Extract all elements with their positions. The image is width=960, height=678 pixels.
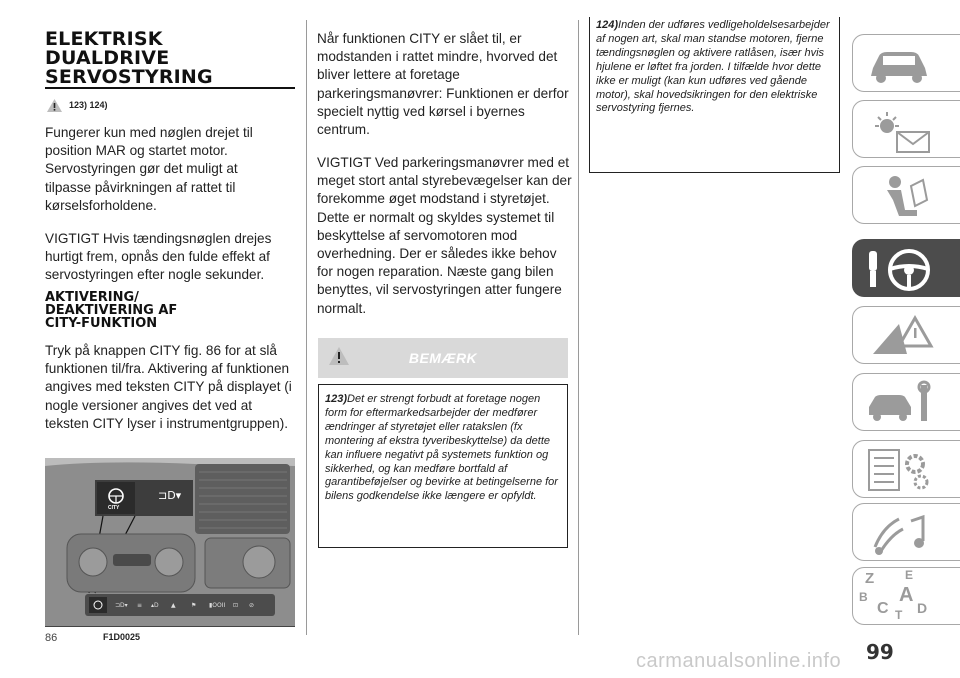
paragraph: Tryk på knappen CITY fig. 86 for at slå funktionen til/fra. Aktivering af funktionen angives med teksten CITY på displayet (i nogle versioner angives det ved at teksten CITY lyser i instrumentgruppen). xyxy=(45,343,292,431)
figure-code: F1D0025 xyxy=(103,632,141,642)
paragraph: Når funktionen CITY er slået til, er modstanden i rattet mindre, hvorved det bliver lettere at foretage parkeringsmanøvrer: Funktionen er derfor specielt nyttig ved kørsel i byernes centrum. xyxy=(317,31,569,138)
svg-text:≡: ≡ xyxy=(137,602,143,609)
warning-lights-icon xyxy=(859,104,949,156)
sidebar-tab-starting-driving[interactable] xyxy=(852,239,960,297)
svg-text:⊐D▾: ⊐D▾ xyxy=(115,602,128,609)
svg-text:▴D: ▴D xyxy=(151,602,159,609)
sidebar-tab-technical-data[interactable] xyxy=(852,440,960,498)
service-tools-icon xyxy=(859,377,949,429)
note-text: Det er strengt forbudt at foretage nogen form for eftermarkedsarbejder der medfører ændringer af styretøjet eller ratakslen (fx montering af ekstra tyveribeskyttelse) da dette kan influere negativt på systemets funktion og sikkerhed, og kan medføre bortfald af garantibeføjelser og bevirke at betingelserne for bilens godkendelse ikke længere er opfyldt. xyxy=(325,393,558,503)
technical-data-icon xyxy=(859,444,949,496)
sidebar-tab-safety[interactable] xyxy=(852,166,960,224)
svg-text:⚑: ⚑ xyxy=(191,602,197,609)
note-content xyxy=(590,17,839,116)
sidebar-tab-emergency[interactable] xyxy=(852,306,960,364)
note-text: Inden der udføres vedligeholdelsesarbejder af nogen art, skal man standse motoren, fjerne tændingsnøglen og aktivere ratlåsen, især hvis hjulene er løftet fra jorden. I tilfælde hvor dette ikke er muligt (kan kun udføres ved gående motor), skal hovedsikringen for den elektriske servostyring fjernes. xyxy=(596,19,830,115)
heading-rule xyxy=(45,87,295,89)
page-number: 86 xyxy=(45,632,58,644)
note-title: BEMÆRK xyxy=(408,350,478,366)
svg-text:⊐D▾: ⊐D▾ xyxy=(158,489,182,502)
figure-rule xyxy=(45,626,295,627)
paragraph: VIGTIGT Ved parkeringsmanøvrer med et meget stort antal styrebevægelser kan der forekomme øget modstand i styretøjet. Dette er normalt og skyldes systemet til beskyttelse af servomotoren mod overhedning. Der er således ikke behov for nogen reparation. Næste gang bilen benyttes, vil servostyringen atter fungere normalt. xyxy=(317,155,572,316)
heading-line: ELEKTRISK xyxy=(45,28,163,50)
heading-line: DUALDRIVE xyxy=(45,47,170,69)
paragraph: Fungerer kun med nøglen drejet til position MAR og startet motor. Servostyringen gør det muligt at tilpasse påvirkningen af rattet til kørselsforholdene. xyxy=(45,125,253,213)
subheading-line: CITY-FUNKTION xyxy=(45,316,158,331)
note-number: 123) xyxy=(325,393,348,405)
subsection-heading xyxy=(45,291,300,330)
dashboard-figure xyxy=(45,458,295,626)
sidebar-tab-maintenance[interactable] xyxy=(852,373,960,431)
sidebar-tab-multimedia[interactable] xyxy=(852,503,960,561)
sidebar-tab-car[interactable] xyxy=(852,34,960,92)
multimedia-icon xyxy=(859,507,949,559)
subheading-line: AKTIVERING/ xyxy=(45,290,139,305)
sidebar-tab-index[interactable] xyxy=(852,567,960,625)
city-button-label: CITY xyxy=(108,505,120,511)
dashboard-illustration xyxy=(45,458,295,626)
note-number: 124) xyxy=(596,19,619,31)
note-content xyxy=(319,385,567,504)
svg-text:▲: ▲ xyxy=(171,602,176,609)
section-heading xyxy=(45,30,295,87)
road-warning-icon xyxy=(859,310,949,362)
sidebar-tab-warning-lights[interactable] xyxy=(852,100,960,158)
paragraph: VIGTIGT Hvis tændingsnøglen drejes hurtigt frem, opnås den fulde effekt af servostyringen efter nogle sekunder. xyxy=(45,231,272,283)
warning-reference-row xyxy=(46,97,108,113)
warning-triangle-icon xyxy=(46,98,63,113)
key-steering-wheel-icon xyxy=(859,243,949,295)
heading-line: SERVOSTYRING xyxy=(45,66,213,88)
column-divider xyxy=(578,20,579,635)
svg-text:⊡: ⊡ xyxy=(233,602,239,609)
svg-text:⊘: ⊘ xyxy=(249,602,255,609)
watermark: carmanualsonline.info xyxy=(636,650,842,672)
car-icon xyxy=(859,38,949,90)
warning-refs: 123) 124) xyxy=(69,100,108,110)
seat-safety-icon xyxy=(859,170,949,222)
column-divider xyxy=(306,20,307,635)
note-box xyxy=(318,384,568,548)
chapter-number: 99 xyxy=(866,640,894,664)
svg-text:▮OOII: ▮OOII xyxy=(209,602,226,609)
subheading-line: DEAKTIVERING AF xyxy=(45,303,178,318)
index-letters-icon: Z E B A C D T xyxy=(859,568,928,622)
note-box xyxy=(589,17,840,173)
